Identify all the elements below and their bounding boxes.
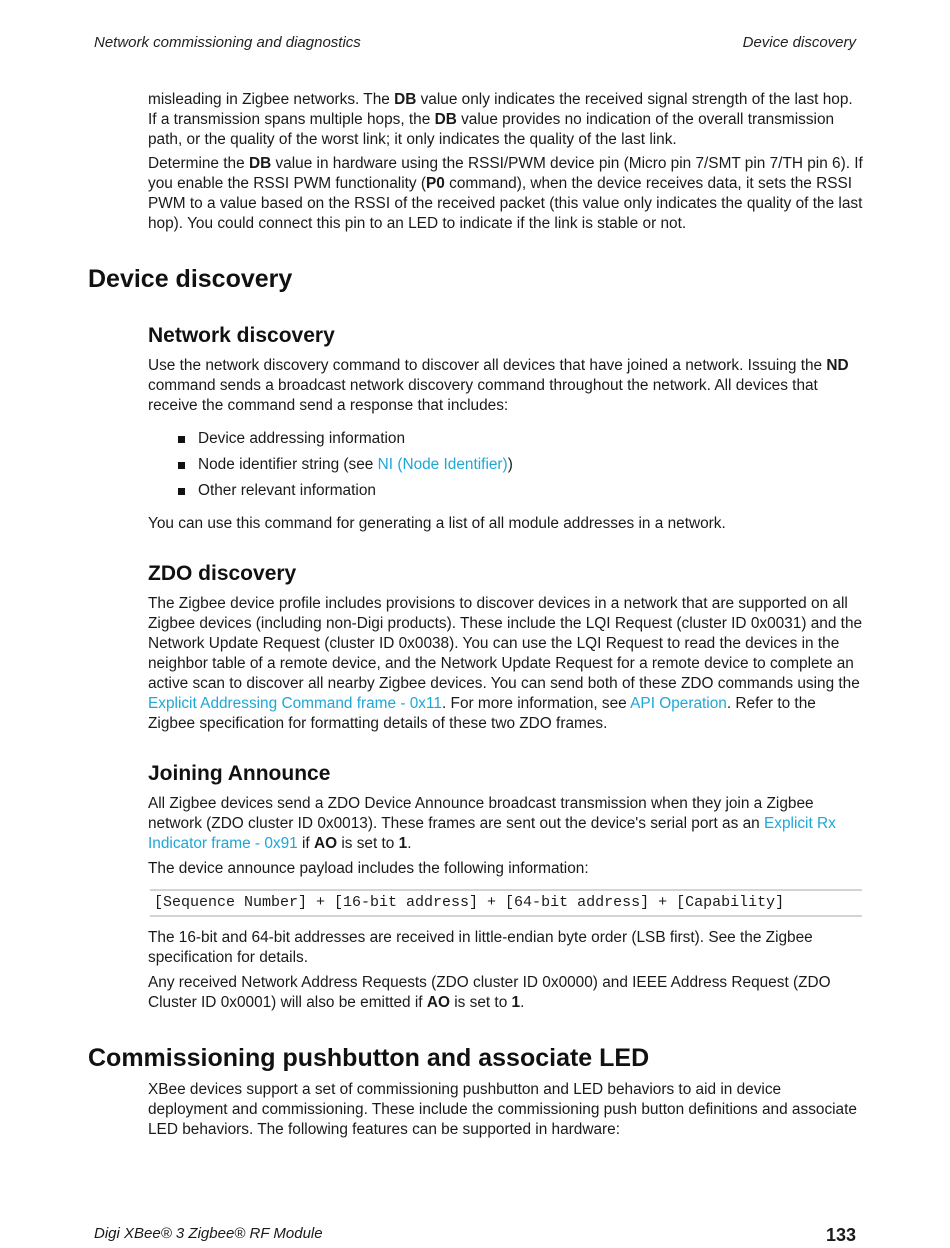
list-item: Other relevant information [148,478,864,504]
link-explicit-addressing-command-frame[interactable]: Explicit Addressing Command frame - 0x11 [148,695,442,712]
zdo-discovery-paragraph: The Zigbee device profile includes provisions to discover devices in a network that are supported on all Zigbee devices (including non-Digi products). These include the LQI Request (cluster ID 0x0031) and the Network Update Request (cluster ID 0x0038). You can use the LQI Request to read the devices in the neighbor table of a remote device, and the Network Update Request for a remote device to complete an active scan to discover all nearby Zigbee devices. You can send both of these ZDO commands using the Explicit Addressing Command frame - 0x11. For more information, see API Operation. Refer to the Zigbee specification for formatting details of these two ZDO frames. [148,595,863,732]
bullet-square-icon [178,488,185,495]
network-discovery-summary: You can use this command for generating a list of all module addresses in a network. [148,515,726,532]
link-explicit-rx-indicator-frame[interactable]: Explicit Rx Indicator frame - 0x91 [148,815,836,852]
network-discovery-paragraph: Use the network discovery command to discover all devices that have joined a network. Issuing the ND command sends a broadcast network discovery command throughout the network. All devices that receive the command send a response that includes: [148,357,849,414]
running-header-section: Device discovery [742,34,856,51]
joining-announce-address-requests: Any received Network Address Requests (ZDO cluster ID 0x0000) and IEEE Address Request (ZDO Cluster ID 0x0001) will also be emitted if AO is set to 1. [148,974,831,1011]
joining-announce-paragraph: All Zigbee devices send a ZDO Device Announce broadcast transmission when they join a Zigbee network (ZDO cluster ID 0x0013). These frames are sent out the device's serial port as an Explicit Rx Indicator frame - 0x91 if AO is set to 1. [148,795,836,852]
joining-announce-payload-intro: The device announce payload includes the following information: [148,860,589,877]
joining-announce-byte-order: The 16-bit and 64-bit addresses are received in little-endian byte order (LSB first). See the Zigbee specification for details. [148,929,813,966]
list-item: Device addressing information [148,426,864,452]
subsection-title-zdo-discovery: ZDO discovery [148,562,297,585]
running-footer-product: Digi XBee® 3 Zigbee® RF Module [94,1225,323,1242]
commissioning-paragraph: XBee devices support a set of commissioning pushbutton and LED behaviors to aid in device deployment and commissioning. These include the commissioning push button definitions and associate LED behaviors. The following features can be supported in hardware: [148,1081,857,1138]
network-discovery-bullet-list [148,426,864,504]
code-block-announce-payload: [Sequence Number] + [16-bit address] + [64-bit address] + [Capability] [150,889,862,917]
intro-paragraph-rssi: Determine the DB value in hardware using the RSSI/PWM device pin (Micro pin 7/SMT pin 7/TH pin 6). If you enable the RSSI PWM functionality (P0 command), when the device receives data, it sets the RSSI PWM to a value based on the RSSI of the received packet (this value only indicates the quality of the last hop). You could connect this pin to an LED to indicate if the link is stable or not. [148,155,863,232]
intro-paragraph-db: misleading in Zigbee networks. The DB value only indicates the received signal strength of the last hop. If a transmission spans multiple hops, the DB value provides no indication of the overall transmission path, or the quality of the worst link; it only indicates the quality of the last link. [148,91,853,148]
page-number: 133 [825,1225,856,1245]
subsection-title-network-discovery: Network discovery [148,324,335,347]
subsection-title-joining-announce: Joining Announce [148,762,331,785]
section-title-device-discovery: Device discovery [88,265,293,293]
bullet-square-icon [178,436,185,443]
link-ni-node-identifier[interactable]: NI (Node Identifier) [377,456,508,473]
section-title-commissioning: Commissioning pushbutton and associate LED [88,1044,650,1072]
list-item: Node identifier string (see NI (Node Identifier)) [148,452,864,478]
running-header-chapter: Network commissioning and diagnostics [94,34,361,51]
bullet-square-icon [178,462,185,469]
link-api-operation[interactable]: API Operation [630,695,727,712]
